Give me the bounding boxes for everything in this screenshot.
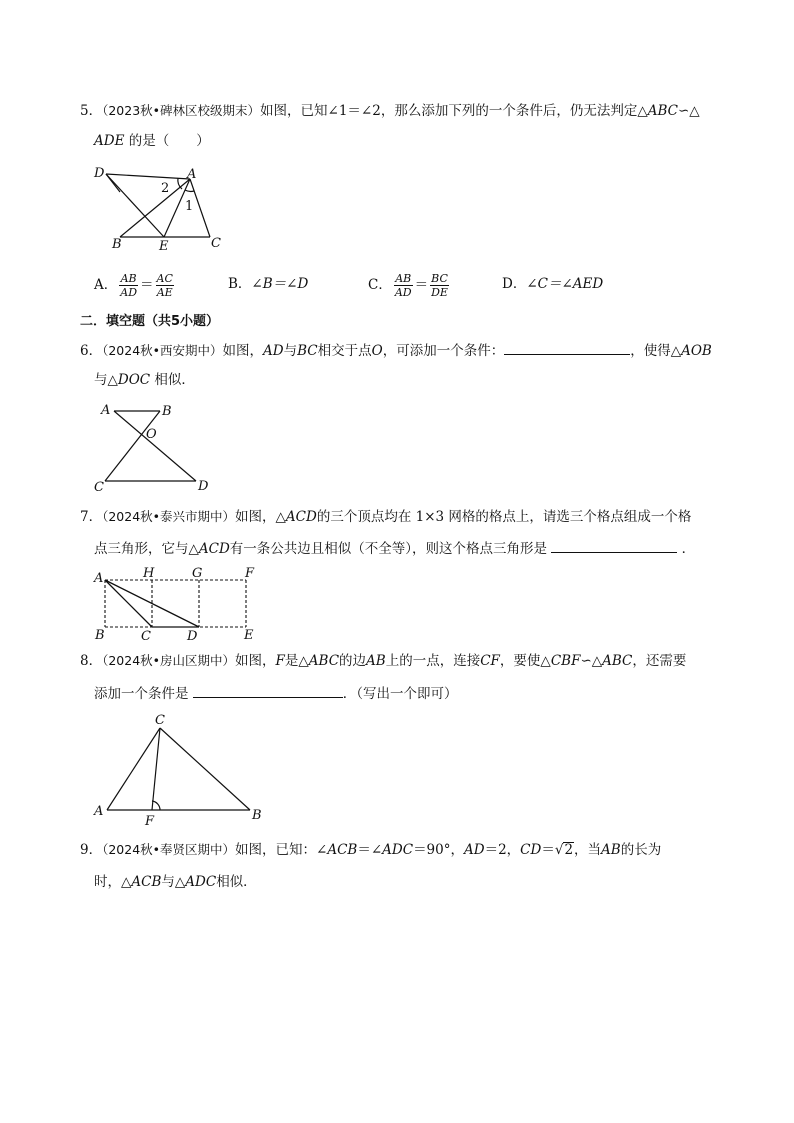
q7-label-b: B <box>95 628 105 643</box>
q6-o: O <box>371 343 383 359</box>
q7-label-c: C <box>141 629 151 644</box>
q7-figure <box>90 565 270 644</box>
q8-line2a: 添加一个条件是 <box>94 686 189 702</box>
q9-sqrt-value: 2 <box>564 842 574 858</box>
q8-source: （2024秋•房山区期中） <box>102 653 236 668</box>
q9-t6: ，当 <box>574 842 602 858</box>
q6-t5: ，使得△ <box>630 343 682 359</box>
q8-label-f: F <box>145 814 155 829</box>
q5-option-c[interactable] <box>368 272 451 299</box>
q5-option-b[interactable] <box>228 274 308 294</box>
q7-source: （2024秋•泰兴市期中） <box>102 509 236 524</box>
q8-ab: AB <box>366 653 386 669</box>
q9-line2c: 相似． <box>216 874 257 890</box>
q9-t7: 的长为 <box>620 842 662 858</box>
q8-t3: 的边 <box>339 653 367 669</box>
q8-label-c: C <box>155 713 165 728</box>
q5-label-d: D <box>94 166 105 181</box>
q8-answer-blank[interactable] <box>193 683 343 698</box>
q5-label-b: B <box>112 237 122 252</box>
q5-label-1: 1 <box>185 199 194 214</box>
q6-bc: BC <box>297 343 318 359</box>
q5-option-a-frac2 <box>156 272 174 299</box>
q7-t2: 的三个顶点均在 1×3 网格的格点上，请选三个格点组成一个格 <box>316 509 692 525</box>
q8-line1 <box>80 651 686 671</box>
q8-number: 8． <box>80 653 103 669</box>
q6-aob: AOB <box>681 343 712 359</box>
q7-line2a: 点三角形，它与△ <box>94 541 199 557</box>
q9-ab: AB <box>601 842 621 858</box>
q8-f: F <box>275 653 285 669</box>
q5-option-a-eq: ＝ <box>140 277 154 293</box>
q6-t2: 与 <box>283 343 298 359</box>
q5-text-abc: ABC <box>647 103 678 119</box>
q7-acd: ACD <box>285 509 317 525</box>
q8-t1: 如图， <box>235 653 276 669</box>
q8-line2b: ．（写出一个即可） <box>342 686 458 702</box>
q5-angle2-arc <box>178 178 182 189</box>
q9-line1 <box>80 840 661 860</box>
q7-label-a: A <box>94 571 104 586</box>
q6-ad: AD <box>263 343 284 359</box>
q9-acb: ACB <box>327 842 358 858</box>
q9-acb2: ACB <box>131 874 162 890</box>
q9-line2b: 与△ <box>161 874 186 890</box>
q5-option-c-eq: ＝ <box>414 277 429 293</box>
q5-text-end: 的是（ ） <box>128 133 210 149</box>
q5-option-a[interactable] <box>94 272 176 299</box>
q8-t4: 上的一点，连接 <box>385 653 481 669</box>
q7-acd2: ACD <box>198 541 230 557</box>
q7-t1: 如图，△ <box>235 509 286 525</box>
q7-label-h: H <box>143 566 155 581</box>
q6-seg-bc <box>105 411 160 481</box>
q5-a-n1: AB <box>120 272 137 285</box>
q9-ad: AD <box>464 842 485 858</box>
q5-option-a-key: A． <box>94 277 118 293</box>
q7-label-f: F <box>245 566 255 581</box>
q9-adc2: ADC <box>185 874 217 890</box>
q6-doc: DOC <box>117 372 151 388</box>
q8-seg-cf <box>152 728 160 810</box>
q8-abc: ABC <box>308 653 340 669</box>
q5-a-d1: AD <box>120 286 138 299</box>
q9-t1: 如图，已知：∠ <box>235 842 328 858</box>
q5-c-n1: AB <box>395 272 412 285</box>
q9-line2 <box>94 872 257 892</box>
section-fill-in-title: 二．填空题（共5小题） <box>80 314 220 329</box>
q5-seg-de <box>106 174 164 237</box>
q5-number: 5． <box>80 103 103 119</box>
q8-seg-bc <box>160 728 250 810</box>
q6-label-d: D <box>198 479 209 494</box>
q7-answer-blank[interactable] <box>551 538 677 553</box>
q8-seg-ac <box>107 728 160 810</box>
q9-adc: ADC <box>382 842 414 858</box>
q5-angle1-arc <box>185 190 194 191</box>
q8-label-a: A <box>94 804 104 819</box>
q8-label-b: B <box>252 808 262 823</box>
q8-cbf: CBF <box>550 653 581 669</box>
q6-label-o: O <box>146 427 157 442</box>
q5-source: （2023秋•碑林区校级期末） <box>102 103 261 118</box>
q5-label-c: C <box>211 236 221 251</box>
q7-line2b: 有一条公共边且相似（不全等），则这个格点三角形是 <box>229 541 548 557</box>
q9-sqrt-symbol: √ <box>554 842 564 858</box>
q6-line2a: 与△ <box>94 372 118 388</box>
q5-label-e: E <box>159 239 169 254</box>
q8-t6: ∽△ <box>580 653 603 669</box>
q5-option-a-frac1 <box>119 272 138 299</box>
q5-option-d[interactable] <box>502 274 603 294</box>
q6-t3: 相交于点 <box>317 343 372 359</box>
q8-t7: ，还需要 <box>632 653 687 669</box>
q7-line2c: ． <box>681 541 696 557</box>
q5-text-sim: ∽△ <box>677 103 700 119</box>
q6-seg-ad <box>114 411 196 481</box>
q5-line2 <box>94 131 210 151</box>
q6-label-b: B <box>162 404 172 419</box>
q6-number: 6． <box>80 343 103 359</box>
q7-line1 <box>80 507 691 527</box>
q5-option-b-text: ∠B＝∠D <box>251 276 309 292</box>
q9-source: （2024秋•奉贤区期中） <box>102 842 236 857</box>
q8-figure <box>90 712 270 827</box>
q5-text-a: 如图，已知∠1＝∠2，那么添加下列的一个条件后，仍无法判定△ <box>260 103 648 119</box>
q5-figure <box>90 160 230 254</box>
q5-option-c-frac2 <box>430 272 449 299</box>
q7-line2 <box>94 538 695 559</box>
q6-line2 <box>94 370 195 390</box>
q5-c-n2: BC <box>431 272 448 285</box>
q8-t5: ，要使△ <box>499 653 551 669</box>
q7-label-e: E <box>244 628 254 643</box>
q5-text-ade: ADE <box>94 133 125 149</box>
q5-option-d-text: ∠C＝∠AED <box>526 276 604 292</box>
q6-label-a: A <box>101 403 111 418</box>
q5-option-c-frac1 <box>394 272 413 299</box>
q6-source: （2024秋•西安期中） <box>102 343 223 358</box>
q7-number: 7． <box>80 509 103 525</box>
q8-t2: 是△ <box>284 653 309 669</box>
q6-figure <box>92 400 222 495</box>
q6-label-c: C <box>94 480 104 495</box>
q9-cd: CD <box>520 842 542 858</box>
q5-option-d-key: D． <box>502 276 527 292</box>
q6-t1: 如图， <box>222 343 264 359</box>
q8-line2 <box>94 683 458 704</box>
q5-a-n2: AC <box>156 272 173 285</box>
q5-seg-ab <box>120 179 190 237</box>
q9-t2: ＝∠ <box>357 842 383 858</box>
q9-line2a: 时，△ <box>94 874 132 890</box>
q9-t4: ＝2， <box>484 842 521 858</box>
q9-t3: ＝90°， <box>413 842 464 858</box>
q9-number: 9． <box>80 842 103 858</box>
q5-line1 <box>80 101 700 121</box>
q7-label-g: G <box>192 566 203 581</box>
q9-t5: ＝ <box>541 842 555 858</box>
q7-seg-ac <box>105 580 152 627</box>
q6-line1 <box>80 340 712 361</box>
q6-line2b: 相似． <box>154 372 195 388</box>
q5-c-d1: AD <box>394 286 412 299</box>
q8-abc2: ABC <box>602 653 633 669</box>
q5-c-d2: DE <box>431 286 448 299</box>
q8-cf: CF <box>480 653 500 669</box>
q5-a-d2: AE <box>156 286 173 299</box>
q5-option-c-key: C． <box>368 277 392 293</box>
q7-label-d: D <box>187 629 198 644</box>
q5-label-2: 2 <box>161 181 170 196</box>
q6-t4: ，可添加一个条件： <box>382 343 505 359</box>
q6-answer-blank[interactable] <box>504 340 630 355</box>
q5-option-b-key: B． <box>228 276 252 292</box>
q5-label-a: A <box>187 167 197 182</box>
